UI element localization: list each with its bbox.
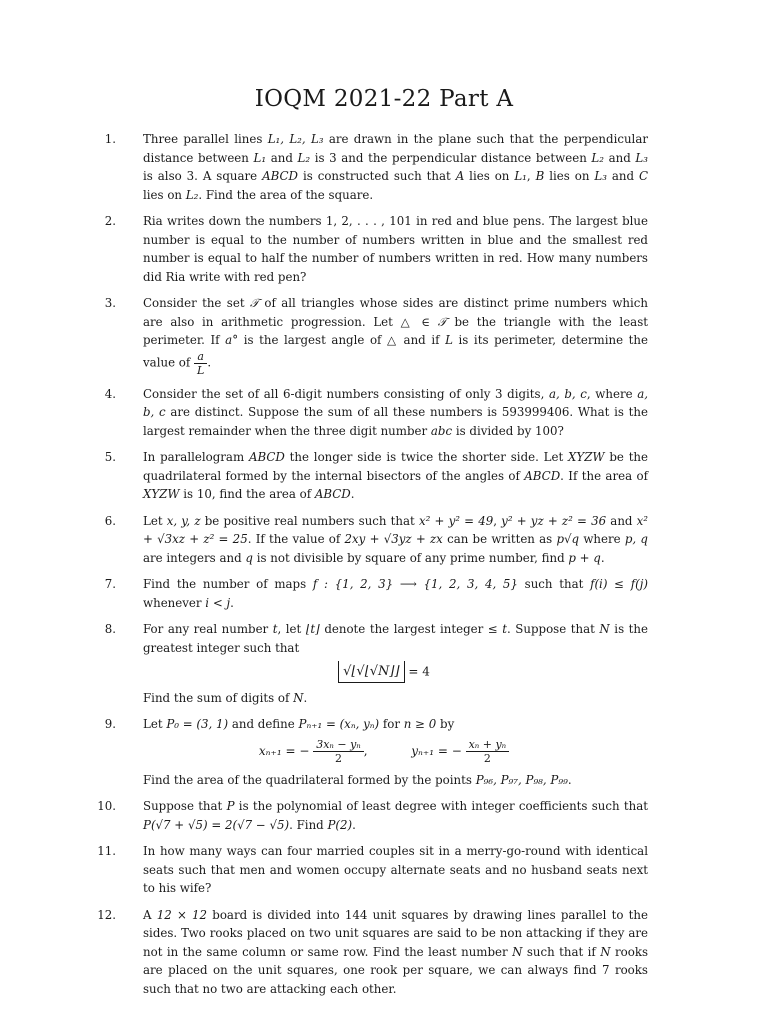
problem-text: In parallelogram ABCD the longer side is twice the shorter side. Let XYZW be the quadrilateral formed by the internal bisectors of the angles of ABCD. If the area of XYZW is 10, find the area of ABCD. [143, 450, 649, 501]
problem-text: Three parallel lines L₁, L₂, L₃ are drawn in the plane such that the perpendicular distance between L₁ and L₂ is 3 and the perpendicular distance between L₂ and L₃ is also 3. A square ABCD is constructed such that A lies on L₁, B lies on L₃ and C lies on L₂. Find the area of the square. [143, 132, 649, 202]
problem-4 [104, 385, 648, 441]
problem-text: In how many ways can four married couples sit in a merry-go-round with identical seats such that men and women occupy alternate seats and no husband seats next to his wife? [143, 844, 648, 895]
problem-number: 10. [97, 799, 116, 813]
recurrence-y: yₙ₊₁ = − $\frac{\text{xₙ + yₙ}}{2}$ [411, 744, 509, 758]
problem-text: Consider the set of all 6-digit numbers consisting of only 3 digits, a, b, c, where a, b, c are distinct. Suppose the sum of all these numbers is 593999406. What is the largest remainder when the three digit number abc is divided by 100? [143, 386, 648, 438]
problem-10 [97, 797, 648, 834]
problem-text: For any real number t, let ⌊t⌋ denote the largest integer ≤ t. Suppose that N is the greatest integer such that [143, 622, 648, 655]
problem-text: Consider the set 𝒯 of all triangles whose sides are distinct prime numbers which are also in arithmetic progression. Let △ ∈ 𝒯 be the triangle with the least perimeter. If a° is the largest angle of △ and if L is its perimeter, determine the value of $\frac{a}{L}$ . [143, 296, 649, 377]
problem-text: Let x, y, z be positive real numbers such that x² + y² = 49, y² + yz + z² = 36 and x² + √3xz + z² = 25. If the value of 2xy + √3yz + zx can be written as p√q where p, q are integers and q is not divisible by square of any prime number, find p + q. [143, 513, 649, 565]
recurrence-x: xₙ₊₁ = − $\frac{\text{3xₙ − yₙ}}{2}$ , [258, 737, 368, 765]
problem-9 [104, 715, 648, 789]
problem-12 [97, 906, 649, 999]
nested-radical-expression: √⌊√⌊√N⌋⌋ [338, 661, 405, 683]
problem-number: 8. [104, 622, 116, 636]
problem-6 [104, 512, 649, 568]
fraction-a-over-L: $\frac{a}{L}$ [194, 350, 207, 377]
problem-text: Suppose that P is the polynomial of least degree with integer coefficients such that P(√7 + √5) = 2(√7 − √5). Find P(2). [143, 799, 648, 832]
problem-list [97, 130, 649, 1006]
problem-question: Find the area of the quadrilateral formed by the points P₉₆, P₉₇, P₉₈, P₉₉. [143, 772, 572, 787]
problem-text: A 12 × 12 board is divided into 144 unit squares by drawing lines parallel to the sides. Two rooks placed on two unit squares are said to be non attacking if they are not in the same column or same row. Find the least number N such that if N rooks are placed on the unit squares, one rook per square, we can always find 7 rooks such that no two are attacking each other. [143, 907, 649, 996]
page-title: IOQM 2021-22 Part A [254, 86, 514, 112]
problem-number: 11. [97, 844, 116, 858]
problem-number: 5. [104, 450, 116, 464]
problem-number: 4. [104, 386, 116, 401]
problem-number: 12. [97, 907, 116, 922]
problem-7 [104, 575, 648, 612]
recurrence-equations [120, 738, 648, 765]
problem-question: Find the sum of digits of N. [143, 690, 308, 705]
problem-11 [97, 842, 648, 898]
problem-text: Let P₀ = (3, 1) and define Pₙ₊₁ = (xₙ, yₙ) for n ≥ 0 by [143, 717, 455, 731]
problem-text: Find the number of maps f : {1, 2, 3} ⟶ {1, 2, 3, 4, 5} such that f(i) ≤ f(j) whenever i < j. [143, 577, 648, 610]
problem-number: 2. [104, 214, 116, 228]
problem-5 [104, 448, 649, 504]
problem-number: 9. [104, 717, 116, 731]
problem-number: 6. [104, 513, 116, 528]
problem-number: 3. [104, 296, 116, 310]
equation-rhs: = 4 [408, 664, 430, 679]
problem-number: 7. [104, 577, 116, 591]
problem-1 [104, 130, 649, 204]
problem-number: 1. [104, 132, 116, 146]
problem-2 [104, 212, 649, 286]
problem-8 [104, 620, 648, 707]
problem-3 [104, 294, 649, 377]
problem-text: Ria writes down the numbers 1, 2, . . . , 101 in red and blue pens. The largest blue number is equal to the number of numbers written in blue and the smallest red number is equal to half the number of numbers written in red. How many numbers did Ria write with red pen? [143, 214, 649, 284]
nested-radical-equation [120, 661, 648, 683]
